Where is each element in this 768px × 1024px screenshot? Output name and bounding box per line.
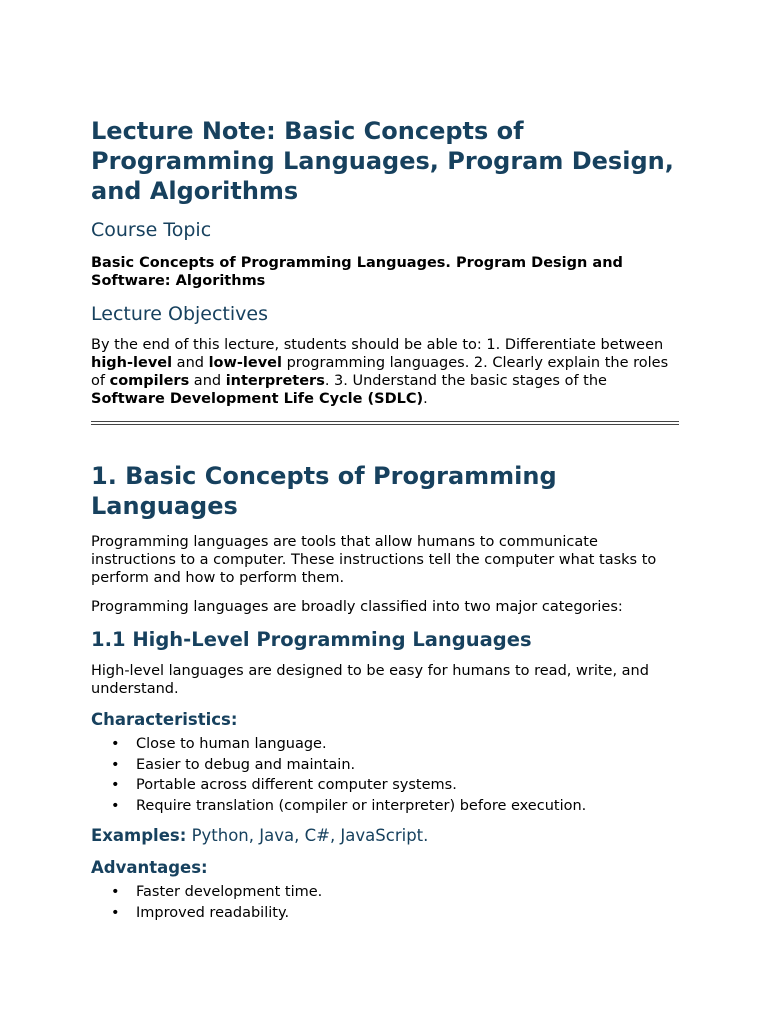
objectives-bold-compilers: compilers <box>109 373 190 389</box>
bullet-icon: • <box>111 736 120 752</box>
document-content <box>91 116 679 923</box>
list-item <box>91 775 679 796</box>
horizontal-divider <box>91 421 679 425</box>
list-item <box>91 903 679 924</box>
bullet-icon: • <box>111 777 120 793</box>
objectives-text-part: programming languages. 2. Clearly explain the roles of <box>91 355 669 389</box>
lecture-objectives-text <box>91 336 679 408</box>
objectives-text-part: . 3. Understand the basic stages of the <box>324 373 607 389</box>
characteristics-list <box>91 734 679 816</box>
bullet-icon: • <box>111 904 120 921</box>
section-1-heading: 1. Basic Concepts of Programming Languages <box>91 462 557 520</box>
examples-line <box>91 826 679 846</box>
list-item-text: Close to human language. <box>136 736 327 752</box>
characteristics-heading: Characteristics: <box>91 710 238 729</box>
list-item <box>91 796 679 817</box>
list-item-text: Faster development time. <box>136 884 323 900</box>
objectives-text-part: . <box>423 391 428 407</box>
list-item-text: Portable across different computer systems. <box>136 777 457 793</box>
examples-label: Examples: <box>91 826 187 845</box>
objectives-bold-sdlc: Software Development Life Cycle (SDLC) <box>91 391 424 407</box>
bullet-icon: • <box>111 756 120 773</box>
list-item <box>91 755 679 776</box>
section-1-1-heading: 1.1 High-Level Programming Languages <box>91 628 532 651</box>
advantages-heading: Advantages: <box>91 858 208 877</box>
list-item-text: Easier to debug and maintain. <box>136 756 356 773</box>
advantages-list <box>91 882 679 923</box>
bullet-icon: • <box>111 884 120 900</box>
list-item-text: Require translation (compiler or interpreter) before execution. <box>136 797 587 814</box>
objectives-text-part: and <box>189 373 226 389</box>
lecture-objectives-heading: Lecture Objectives <box>91 303 268 325</box>
bullet-icon: • <box>111 797 120 814</box>
objectives-bold-low-level: low-level <box>208 355 282 371</box>
objectives-bold-high-level: high-level <box>91 355 173 371</box>
course-topic-heading: Course Topic <box>91 219 212 241</box>
course-topic-text: Basic Concepts of Programming Languages. Program Design and Software: Algorithms <box>91 255 623 289</box>
section-1-1-paragraph: High-level languages are designed to be easy for humans to read, write, and understand. <box>91 663 649 697</box>
list-item <box>91 734 679 755</box>
list-item <box>91 882 679 903</box>
examples-text: Python, Java, C#, JavaScript. <box>186 826 429 845</box>
page-title: Lecture Note: Basic Concepts of Programming Languages, Program Design, and Algorithms <box>91 117 674 205</box>
list-item-text: Improved readability. <box>136 904 290 921</box>
objectives-text-part: and <box>172 355 209 371</box>
section-1-paragraph-2: Programming languages are broadly classified into two major categories: <box>91 599 623 615</box>
objectives-text-part: By the end of this lecture, students should be able to: 1. Differentiate between <box>91 337 664 353</box>
section-1-paragraph-1: Programming languages are tools that allow humans to communicate instructions to a computer. These instructions tell the computer what tasks to perform and how to perform them. <box>91 534 657 586</box>
objectives-bold-interpreters: interpreters <box>225 373 325 389</box>
